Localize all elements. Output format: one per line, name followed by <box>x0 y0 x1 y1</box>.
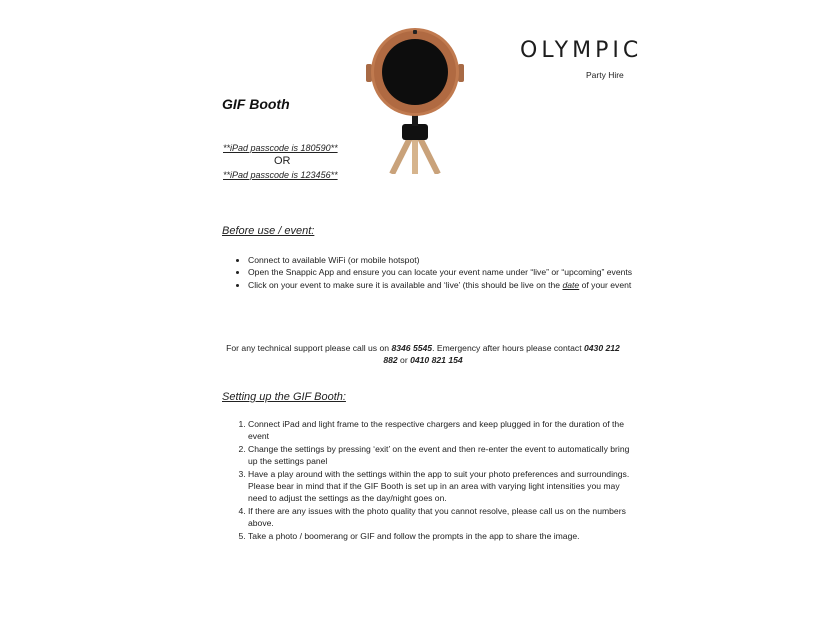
emergency-phone-1: 0430 212 882 <box>383 343 620 366</box>
screen <box>382 39 448 105</box>
setup-heading: Setting up the GIF Booth: <box>222 391 346 403</box>
page-title: GIF Booth <box>222 96 290 112</box>
list-item <box>248 279 638 291</box>
date-word: date <box>562 279 580 290</box>
before-use-heading: Before use / event: <box>222 225 315 237</box>
before-use-list <box>230 254 638 291</box>
support-phone: 8346 5545 <box>391 343 433 353</box>
or-text: OR <box>274 155 291 167</box>
click-item-before: Click on your event to make sure it is available and ‘live’ (this should be live on the <box>248 279 563 290</box>
click-item-after: of your event <box>579 279 632 290</box>
list-item: 3. Have a play around with the settings within the app to suit your photo preferences and surroundings. Please bear in mind that if the GIF Booth is set up in an area with varying light intensities you may need to adjust the settings as the day/night goes on. <box>248 468 638 505</box>
tripod-head <box>402 124 428 140</box>
list-item: 1. Connect iPad and light frame to the respective chargers and keep plugged in for the duration of the event <box>248 418 638 443</box>
olympic-logo: OLYMPIC <box>520 38 643 63</box>
setup-steps-list <box>230 418 638 542</box>
support-text: For any technical support please call us on <box>226 343 392 353</box>
list-item: • Connect to available WiFi (or mobile hotspot) <box>248 254 638 266</box>
gif-booth-image <box>366 28 464 174</box>
list-item: • Open the Snappic App and ensure you can locate your event name under “live” or “upcoming” events <box>248 266 638 278</box>
support-paragraph <box>218 342 628 367</box>
emergency-phone-2: 0410 821 154 <box>410 355 463 366</box>
passcode-1: **iPad passcode is 180590** <box>223 143 338 153</box>
list-item: 4. If there are any issues with the photo quality that you cannot resolve, please call us on the numbers above. <box>248 505 638 530</box>
support-text: . Emergency after hours please contact <box>432 343 584 353</box>
support-text: or <box>397 355 411 366</box>
logo-subtitle: Party Hire <box>586 70 624 80</box>
list-item: 2. Change the settings by pressing ‘exit’ on the event and then re-enter the event to automatically bring up the settings panel <box>248 443 638 468</box>
list-item: 5. Take a photo / boomerang or GIF and follow the prompts in the app to share the image. <box>248 530 638 542</box>
passcode-2: **iPad passcode is 123456** <box>223 170 338 180</box>
